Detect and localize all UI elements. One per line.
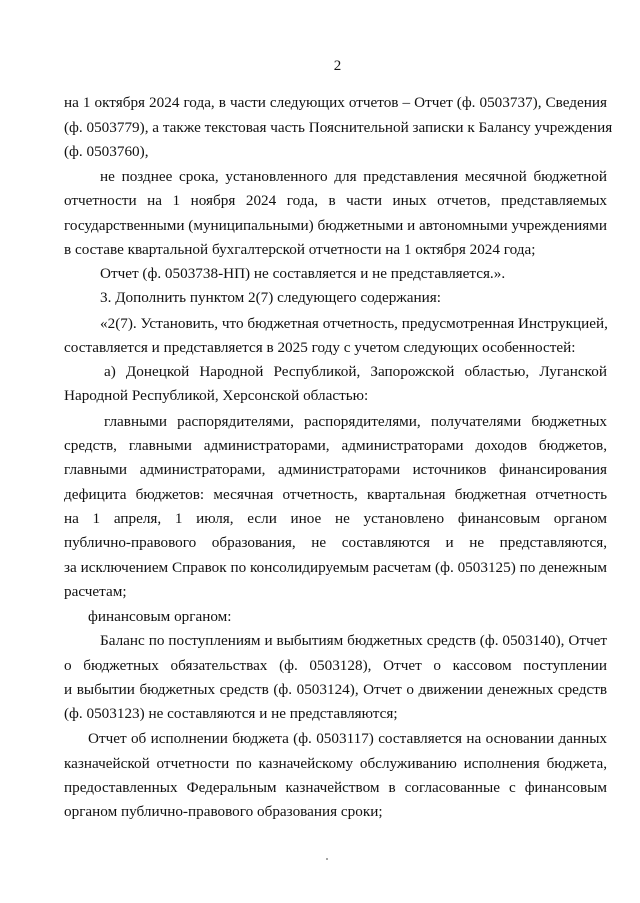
text-line: за исключением Справок по консолидируемым расчетам (ф. 0503125) по денежным: [64, 559, 607, 576]
text-line: главными администраторами, администраторами источников финансирования: [64, 461, 607, 478]
text-line: и выбытии бюджетных средств (ф. 0503124), Отчет о движении денежных средств: [64, 681, 607, 698]
text-line: финансовым органом:: [88, 608, 232, 625]
text-line: (ф. 0503779), а также текстовая часть Пояснительной записки к Балансу учреждения: [64, 119, 613, 136]
text-line: не позднее срока, установленного для представления месячной бюджетной: [100, 168, 607, 185]
text-line: государственными (муниципальными) бюджетными и автономными учреждениями: [64, 217, 607, 234]
text-line: Отчет об исполнении бюджета (ф. 0503117) составляется на основании данных: [88, 730, 607, 747]
text-line: на 1 апреля, 1 июля, если иное не установлено финансовым органом: [64, 510, 607, 527]
text-line: а) Донецкой Народной Республикой, Запорожской областью, Луганской: [104, 363, 607, 380]
text-line: расчетам;: [64, 583, 127, 600]
text-line: средств, главными администраторами, администраторами доходов бюджетов,: [64, 437, 607, 454]
text-line: публично-правового образования, не составляются и не представляются,: [64, 534, 607, 551]
text-line: о бюджетных обязательствах (ф. 0503128), Отчет о кассовом поступлении: [64, 657, 607, 674]
text-line: Баланс по поступлениям и выбытиям бюджетных средств (ф. 0503140), Отчет: [100, 632, 607, 649]
text-line: на 1 октября 2024 года, в части следующих отчетов – Отчет (ф. 0503737), Сведения: [64, 94, 607, 111]
text-line: (ф. 0503760),: [64, 143, 149, 160]
text-line: Народной Республикой, Херсонской областью:: [64, 387, 369, 404]
text-line: (ф. 0503123) не составляются и не представляются;: [64, 705, 398, 722]
text-line: «2(7). Установить, что бюджетная отчетность, предусмотренная Инструкцией,: [100, 315, 608, 332]
text-line: Отчет (ф. 0503738-НП) не составляется и не представляется.».: [100, 265, 506, 282]
text-line: 3. Дополнить пунктом 2(7) следующего содержания:: [100, 289, 441, 306]
text-line: главными распорядителями, распорядителями, получателями бюджетных: [104, 413, 607, 430]
text-line: отчетности на 1 ноября 2024 года, в части иных отчетов, представляемых: [64, 192, 607, 209]
scan-speck: [326, 858, 328, 860]
text-line: казначейской отчетности по казначейскому обслуживанию исполнения бюджета,: [64, 755, 607, 772]
text-line: дефицита бюджетов: месячная отчетность, квартальная бюджетная отчетность: [64, 486, 607, 503]
text-line: в составе квартальной бухгалтерской отчетности на 1 октября 2024 года;: [64, 241, 536, 258]
text-line: органом публично-правового образования сроки;: [64, 803, 383, 820]
page-number: 2: [333, 58, 342, 74]
text-line: предоставленных Федеральным казначейством в согласованные с финансовым: [64, 779, 607, 796]
text-line: составляется и представляется в 2025 году с учетом следующих особенностей:: [64, 339, 576, 356]
